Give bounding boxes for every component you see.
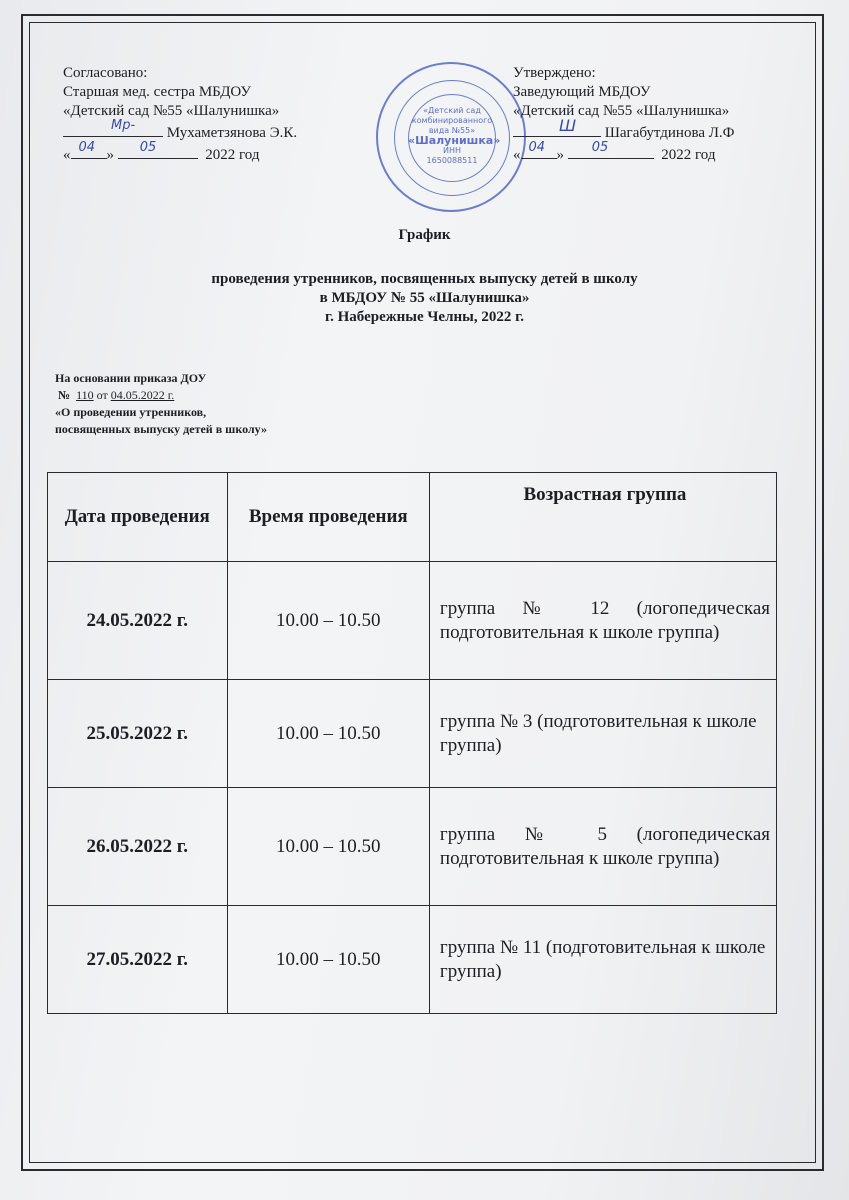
subtitle-line-1: проведения утренников, посвященных выпуску детей в школу	[211, 271, 638, 287]
approved-date-day: 04	[528, 140, 546, 155]
agreed-date-line: « 04 » 05 2022 год	[63, 140, 260, 163]
stamp-line-1: «Детский сад	[423, 106, 481, 115]
row-time: 10.00 – 10.50	[227, 788, 429, 906]
table-header-row	[48, 473, 777, 562]
approved-heading: Утверждено:	[513, 65, 596, 81]
agreed-signature-line	[63, 118, 363, 143]
basis-order-number: 110	[76, 388, 94, 402]
approved-date-month: 05	[591, 140, 609, 155]
row-time: 10.00 – 10.50	[227, 906, 429, 1014]
row-date: 25.05.2022 г.	[48, 680, 228, 788]
row-date: 24.05.2022 г.	[48, 562, 228, 680]
basis-line-3: «О проведении утренников,	[55, 405, 207, 419]
row-date: 27.05.2022 г.	[48, 906, 228, 1014]
table-row	[48, 562, 777, 680]
approved-signature-line	[513, 116, 793, 143]
subtitle-line-3: г. Набережные Челны, 2022 г.	[325, 309, 524, 325]
stamp-line-2: комбинированного	[411, 116, 493, 125]
row-group: группа № 3 (подготовительная к школе группа)	[429, 680, 776, 788]
agreed-signature-field	[63, 118, 163, 137]
table-row	[48, 680, 777, 788]
approved-handwritten-signature: Ш	[559, 116, 577, 135]
document-subtitle	[0, 270, 849, 327]
approved-block	[513, 64, 793, 165]
header-date: Дата проведения	[48, 473, 228, 562]
schedule-table	[47, 472, 777, 1014]
table-row	[48, 788, 777, 906]
row-group: группа № 5 (логопедическая подготовительная к школе группа)	[429, 788, 776, 906]
order-basis	[55, 370, 267, 438]
approved-org: «Детский сад №55 «Шалунишка»	[513, 103, 730, 119]
basis-order-number-line: № 110 от 04.05.2022 г.	[58, 388, 175, 402]
row-time: 10.00 – 10.50	[227, 562, 429, 680]
agreed-org: «Детский сад №55 «Шалунишка»	[63, 103, 280, 119]
stamp-name: «Шалунишка»	[408, 134, 501, 147]
row-group: группа № 11 (подготовительная к школе группа)	[429, 906, 776, 1014]
agreed-date-month: 05	[139, 140, 157, 155]
approved-signature-field	[513, 116, 601, 137]
table-row	[48, 906, 777, 1014]
row-time: 10.00 – 10.50	[227, 680, 429, 788]
basis-line-4: посвященных выпуску детей в школу»	[55, 422, 267, 436]
document-title: График	[398, 227, 451, 243]
subtitle-line-2: в МБДОУ № 55 «Шалунишка»	[319, 290, 530, 306]
row-group: группа № 12 (логопедическая подготовительная к школе группа)	[429, 562, 776, 680]
agreed-handwritten-signature: Мр-	[111, 118, 136, 133]
approved-date-line: « 04 » 05 2022 год	[513, 140, 716, 163]
agreed-position: Старшая мед. сестра МБДОУ	[63, 84, 252, 100]
agreed-block	[63, 64, 363, 165]
row-date: 26.05.2022 г.	[48, 788, 228, 906]
agreed-date-day: 04	[78, 140, 96, 155]
stamp-line-3: вида №55»	[428, 126, 476, 135]
header-group: Возрастная группа	[429, 473, 776, 562]
approved-signature-name: Шагабутдинова Л.Ф	[604, 125, 735, 141]
basis-order-date: 04.05.2022 г.	[110, 388, 175, 402]
agreed-heading: Согласовано:	[63, 65, 148, 81]
agreed-signature-name: Мухаметзянова Э.К.	[166, 125, 298, 141]
header-time: Время проведения	[227, 473, 429, 562]
approved-position: Заведующий МБДОУ	[513, 84, 651, 100]
stamp-inn-label: ИНН	[442, 146, 461, 155]
approved-date-year: 2022 год	[661, 147, 716, 163]
agreed-date-year: 2022 год	[205, 147, 260, 163]
basis-line-1: На основании приказа ДОУ	[55, 371, 207, 385]
stamp-inn: 1650088511	[426, 156, 478, 165]
official-seal-stamp	[376, 62, 526, 212]
